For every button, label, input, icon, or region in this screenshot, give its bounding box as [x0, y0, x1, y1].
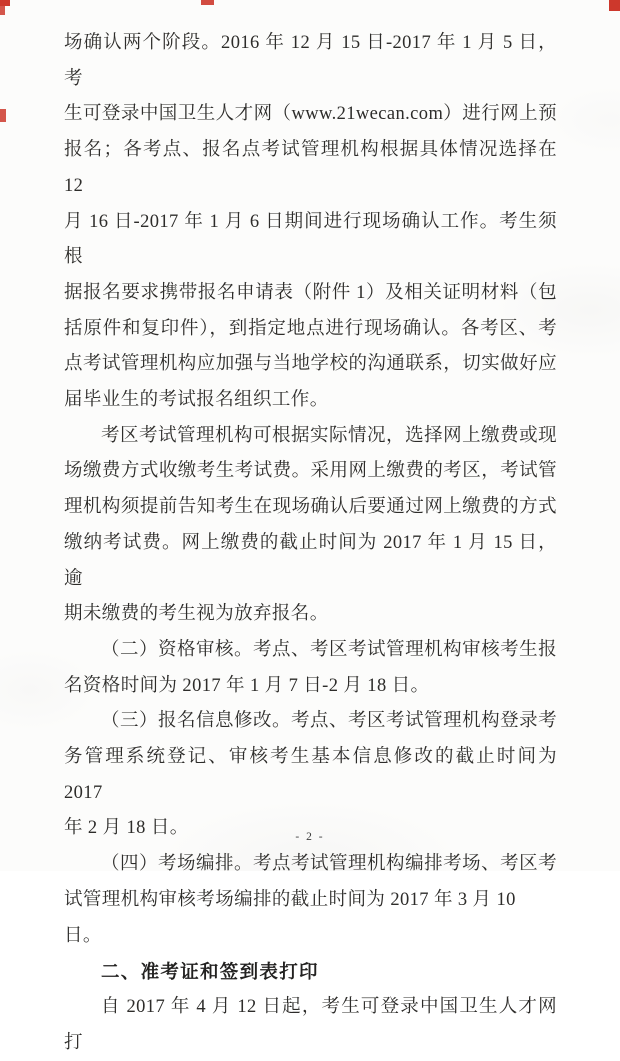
text-line: 场确认两个阶段。2016 年 12 月 15 日-2017 年 1 月 5 日，考	[64, 33, 557, 89]
document-body	[64, 26, 557, 1061]
text-line: （四）考场编排。考点考试管理机构编排考场、考区考	[101, 854, 557, 875]
text-line: 点考试管理机构应加强与当地学校的沟通联系，切实做好应	[64, 354, 557, 375]
page-number: - 2 -	[295, 831, 325, 843]
text-line: 括原件和复印件），到指定地点进行现场确认。各考区、考	[64, 318, 557, 339]
text-line: 自 2017 年 4 月 12 日起，考生可登录中国卫生人才网打	[64, 996, 557, 1053]
scan-artifact-red-top-center	[201, 0, 214, 5]
text-line: 场缴费方式收缴考生考试费。采用网上缴费的考区，考试管	[64, 461, 557, 482]
text-line: 报名；各考点、报名点考试管理机构根据具体情况选择在 12	[64, 140, 557, 196]
text-line: 月 16 日-2017 年 1 月 6 日期间进行现场确认工作。考生须根	[64, 211, 557, 268]
text-line: 考区考试管理机构可根据实际情况，选择网上缴费或现	[101, 425, 557, 446]
section-heading: 二、准考证和签到表打印	[101, 961, 319, 983]
text-line: 据报名要求携带报名申请表（附件 1）及相关证明材料（包	[64, 282, 557, 303]
text-line: 缴纳考试费。网上缴费的截止时间为 2017 年 1 月 15 日，逾	[64, 532, 557, 589]
text-line: 届毕业生的考试报名组织工作。	[64, 390, 329, 411]
text-line: 名资格时间为 2017 年 1 月 7 日-2 月 18 日。	[64, 675, 430, 696]
text-line: 试管理机构审核考场编排的截止时间为 2017 年 3 月 10 日。	[64, 889, 516, 946]
scan-artifact-red-top-right	[609, 0, 620, 11]
text-line: 理机构须提前告知考生在现场确认后要通过网上缴费的方式	[64, 497, 557, 518]
scan-artifact-red-left-edge	[0, 109, 6, 122]
scan-artifact-red-top-left	[0, 6, 5, 15]
text-line: 期未缴费的考生视为放弃报名。	[64, 604, 329, 625]
text-line: 务管理系统登记、审核考生基本信息修改的截止时间为 2017	[64, 747, 557, 803]
text-line: 生可登录中国卫生人才网（www.21wecan.com）进行网上预	[64, 104, 557, 125]
text-line: 年 2 月 18 日。	[64, 818, 189, 839]
text-line: （二）资格审核。考点、考区考试管理机构审核考生报	[101, 639, 557, 660]
text-line: （三）报名信息修改。考点、考区考试管理机构登录考	[101, 711, 557, 732]
